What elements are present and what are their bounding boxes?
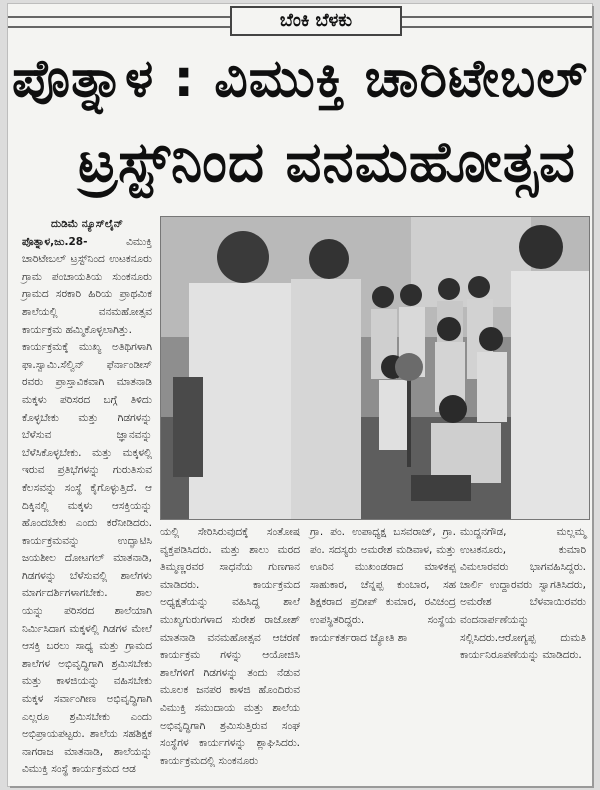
sapling-leaves (395, 353, 423, 381)
section-masthead (8, 4, 592, 36)
child-head (372, 286, 394, 308)
person-head (309, 239, 349, 279)
person-shirt (511, 271, 589, 519)
child-head (438, 278, 460, 300)
byline: ದುಡಿಮೆ ನ್ಯೂಸ್‌ಲೈನ್ (51, 218, 123, 230)
article-paragraph-1 (22, 234, 152, 340)
person-arm (173, 377, 203, 477)
person-shirt (291, 279, 361, 519)
child-body (477, 352, 507, 422)
person-head (519, 225, 563, 269)
child-body (379, 380, 409, 450)
headline-line-1: ಪೊತ್ನಾಳ : ವಿಮುಕ್ತಿ ಚಾರಿಟೇಬಲ್ (12, 49, 588, 109)
person-shirt (189, 283, 301, 519)
sapling-stem (407, 367, 411, 467)
child-head (479, 327, 503, 351)
section-title: ಬೆಂಕಿ ಬೆಳಕು (230, 6, 402, 36)
article-column-left (22, 216, 152, 782)
dateline: ಪೊತ್ನಾಳ,ಜು.28- (22, 235, 88, 248)
child-head (400, 284, 422, 306)
article-column-2: ಯಲ್ಲಿ ಸೇರಿಸಿರುವುದಕ್ಕೆ ಸಂತೋಷ ವ್ಯಕ್ತಪಡಿಸಿದರು. ಮತ್ತು ಶಾಲು ಮರದ ತಿಮ್ಮಣ್ಣರವರ ಸಾಧನೆಯ ಗುಣಗಾನ ಮಾಡಿದರು. ಕಾರ್ಯಕ್ರಮದ ಅಧ್ಯಕ್ಷತೆಯನ್ನು ವಹಿಸಿದ್ದ ಶಾಲೆ ಮುಖ್ಯಗುರುಗಳಾದ ಸುರೇಶ ರಾಜೋಶ್ ಮಾತನಾಡಿ ವನಮಹೋತ್ಸವ ಆಚರಣೆ ಕಾರ್ಯಕ್ರಮ ಗಳನ್ನು ಆಯೋಜಿಸಿ ಶಾಲೆಗಳಿಗೆ ಗಿಡಗಳನ್ನು ತಂದು ನೆಡುವ ಮೂಲಕ ಜನಪರ ಕಾಳಜಿ ಹೊಂದಿರುವ ವಿಮುಕ್ತಿ ಸಮುದಾಯ ಮತ್ತು ಶಾಲೆಯ ಅಭಿವೃದ್ಧಿಗಾಗಿ ಶ್ರಮಿಸುತ್ತಿರುವ ಸಂಘ ಸಂಸ್ಥೆಗಳ ಕಾರ್ಯಗಳನ್ನು ಶ್ಲಾಘಿಸಿದರು. ಕಾರ್ಯಕ್ರಮದಲ್ಲಿ ಸುಂಕನೂರು (160, 526, 300, 767)
person-head (217, 231, 269, 283)
newspaper-clipping (8, 4, 592, 786)
article-column-3: ಗ್ರಾ. ಪಂ. ಉಪಾಧ್ಯಕ್ಷ ಬಸವರಾಜ್, ಗ್ರಾ. ಪಂ. ಸದಸ್ಯರು ಅಮರೇಶ ಮಡಿವಾಳ, ಮತ್ತು ಊರಿನ ಮುಖಂಡರಾದ ಮಾಳಿಕಪ್ಪ ಸಾಹುಕಾರ, ಚೆನ್ನಪ್ಪ ಕುಂಬಾರ, ಸಹ ಶಿಕ್ಷಕರಾದ ಪ್ರದೀಪ್ ಕುಮಾರ, ರವಿಚಂದ್ರ ಉಪಸ್ಥಿತರಿದ್ದರು. ಸಂಸ್ಥೆಯ ಕಾರ್ಯಕರ್ತರಾದ ಜ್ಯೋತಿ ಶಾ (310, 526, 456, 644)
news-photo (160, 216, 590, 520)
person-head (439, 395, 467, 423)
planting-pit (411, 475, 471, 501)
person-shirt (431, 423, 501, 483)
headline-line-2: ಟ್ರಸ್ಟ್‌ನಿಂದ ವನಮಹೋತ್ಸವ (78, 130, 576, 195)
photo-illustration (161, 217, 589, 519)
article-column-4: ಮುದ್ದನಗೌಡ, ಮಲ್ಲಮ್ಮ ಉಟಕನೂರು, ಕುಮಾರಿ ವಿಮಲಾರವರು ಭಾಗವಹಿಸಿದ್ದರು. ಚಾರ್ಲಿ ಉದ್ದಾರವರು ಸ್ವಾಗತಿಸಿದರು, ಅಮರೇಶ ಬೆಳವಾಯಿರವರು ವಂದನಾರ್ಪಣೆಯನ್ನು ಸಲ್ಲಿಸಿದರು.ಆರೋಗ್ಯಪ್ಪ ದುಮತಿ ಕಾರ್ಯನಿರೂಪಣೆಯನ್ನು ಮಾಡಿದರು. (460, 526, 586, 662)
paragraph-1-text: ವಿಮುಕ್ತಿ ಚಾರಿಟೇಬಲ್ ಟ್ರಸ್ಟ್‌ನಿಂದ ಉಟಕನೂರು ಗ್ರಾಮ ಪಂಚಾಯತಿಯ ಸುಂಕನೂರು ಗ್ರಾಮದ ಸರಕಾರಿ ಹಿರಿಯ ಪ್ರಾಥಮಿಕ ಶಾಲೆಯಲ್ಲಿ ವನಮಹೋತ್ಸವ ಕಾರ್ಯಕ್ರಮ ಹಮ್ಮಿಕೊಳ್ಳಲಾಗಿತ್ತು. (22, 235, 152, 336)
article-paragraph-2: ಕಾರ್ಯಕ್ರಮಕ್ಕೆ ಮುಖ್ಯ ಅತಿಥಿಗಳಾಗಿ ಫಾ.ಸ್ವಾಮಿ.ಸೆಲ್ವಿನ್ ಫೆರ್ನಾಂಡೀಸ್ ರವರು ಪ್ರಾಸ್ತಾವಿಕವಾಗಿ ಮಾತನಾಡಿ ಮಕ್ಕಳು ಪರಿಸರದ ಬಗ್ಗೆ ತಿಳಿದು ಕೊಳ್ಳಬೇಕು ಮತ್ತು ಗಿಡಗಳನ್ನು ಬೆಳೆಸುವ ಜ್ಞಾನವನ್ನು ಬೆಳೆಸಿಕೊಳ್ಳಬೇಕು. ಮತ್ತು ಮಕ್ಕಳಲ್ಲಿ ಇರುವ ಪ್ರತಿಭೆಗಳನ್ನು ಗುರುತಿಸುವ ಕೆಲಸವನ್ನು ಸಂಸ್ಥೆ ಕೈಗೊಳ್ಳುತ್ತಿದೆ. ಆ ದಿಕ್ಕಿನಲ್ಲಿ ಮಕ್ಕಳು ಆಸಕ್ತಿಯನ್ನು ಹೊಂದಬೇಕು ಎಂದು ಕರೆನೀಡಿದರು. ಕಾರ್ಯಕ್ರಮವನ್ನು ಉದ್ಘಾಟಿಸಿ ಜಯಶೀಲ ದೋಟಗಲ್ ಮಾತನಾಡಿ, ಗಿಡಗಳನ್ನು ಬೆಳೆಸುವಲ್ಲಿ ಶಾಲೆಗಳು ಮಾರ್ಗದರ್ಶಿಗಳಾಗಬೇಕು. ಶಾಲ ಯನ್ನು ಪರಿಸರದ ಶಾಲೆಯಾಗಿ ನಿರ್ಮಿಸಿದಾಗ ಮಕ್ಕಳಲ್ಲಿ ಗಿಡಗಳ ಮೇಲೆ ಆಸಕ್ತಿ ಬರಲು ಸಾಧ್ಯ ಮತ್ತು ಗ್ರಾಮದ ಶಾಲೆಗಳ ಅಭಿವೃದ್ಧಿಗಾಗಿ ಶ್ರಮಿಸಬೇಕು ಮತ್ತು ಕಾಳಜಿಯನ್ನು ವಹಿಸಬೇಕು ಮಕ್ಕಳ ಸರ್ವಾಂಗೀಣ ಅಭಿವೃದ್ಧಿಗಾಗಿ ಎಲ್ಲರೂ ಶ್ರಮಿಸಬೇಕು ಎಂದು ಅಭಿಪ್ರಾಯಪಟ್ಟರು. ಶಾಲೆಯ ಸಹಶಿಕ್ಷಕ ನಾಗರಾಜ ಮಾತನಾಡಿ, ಶಾಲೆಯನ್ನು ವಿಮುಕ್ತಿ ಸಂಸ್ಥೆ ಕಾರ್ಯಕ್ರಮದ ಆಡ (22, 341, 152, 776)
child-head (437, 317, 461, 341)
child-head (468, 276, 490, 298)
